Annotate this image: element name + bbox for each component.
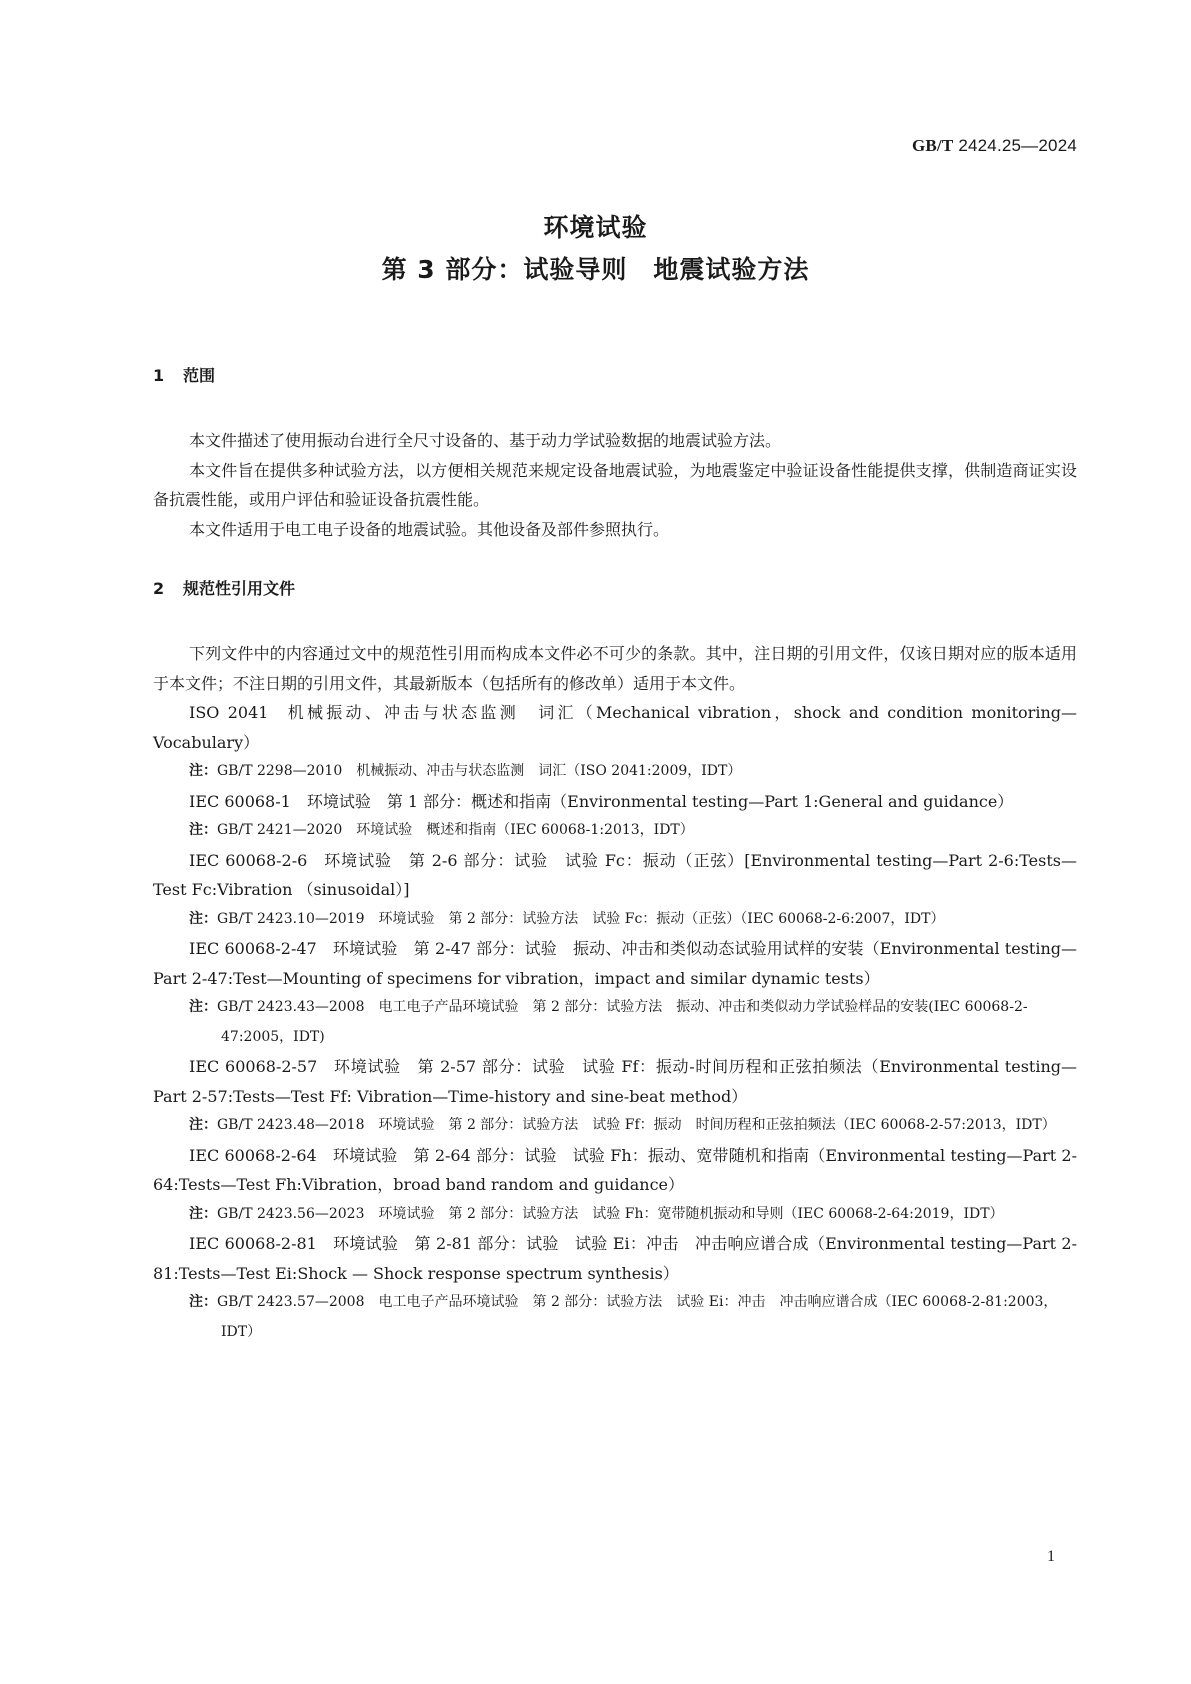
reference-title: 环境试验 第 2-47 部分：试验 振动、冲击和类似动态试验用试样的安装（Environmental testing—Part 2-47:Test—Mounting of specimens for vibration，impact and similar dynamic tests） [153,939,1078,988]
paragraph: 本文件适用于电工电子设备的地震试验。其他设备及部件参照执行。 [189,519,670,539]
section-number: 2 [153,579,165,598]
note-text: GB/T 2423.48—2018 环境试验 第 2 部分：试验方法 试验 Ff：振动 时间历程和正弦拍频法（IEC 60068-2-57:2013，IDT） [217,1117,1056,1133]
note-text: GB/T 2421—2020 环境试验 概述和指南（IEC 60068-1:2013，IDT） [217,822,694,838]
reference-title: 环境试验 第 2-81 部分：试验 试验 Ei：冲击 冲击响应谱合成（Environmental testing—Part 2-81:Tests—Test Ei:Shock — Shock response spectrum synthesis） [153,1234,1077,1283]
reference-code: IEC 60068-1 [189,791,291,811]
reference-entry [153,1141,1077,1200]
note-label: 注： [189,1117,217,1133]
reference-entry [153,1229,1077,1288]
reference-title: 环境试验 第 2-57 部分：试验 试验 Ff：振动-时间历程和正弦拍频法（Environmental testing—Part 2-57:Tests—Test Ff: Vibration—Time-history and sine-beat method） [153,1057,1077,1106]
section-title: 规范性引用文件 [183,579,296,598]
page-number: 1 [1047,1548,1055,1565]
section-heading-normative-references [153,575,1077,603]
document-subtitle: 第 3 部分：试验导则 地震试验方法 [381,255,810,284]
reference-code: IEC 60068-2-6 [189,850,308,870]
reference-note [153,993,1077,1052]
note-label: 注： [189,999,217,1015]
reference-note [153,1288,1077,1347]
reference-entry [153,1052,1077,1111]
reference-title: 机械振动、冲击与状态监测 词汇（Mechanical vibration，shock and condition monitoring—Vocabulary） [153,703,1077,752]
reference-code: IEC 60068-2-64 [189,1145,317,1165]
reference-entry [153,787,1077,817]
note-text: GB/T 2423.10—2019 环境试验 第 2 部分：试验方法 试验 Fc：振动（正弦）（IEC 60068-2-6:2007，IDT） [217,910,945,927]
note-text: GB/T 2423.43—2008 电工电子产品环境试验 第 2 部分：试验方法 振动、冲击和类似动力学试验样品的安装(IEC 60068-2-47:2005，IDT) [217,999,1028,1045]
reference-note [153,905,1077,935]
reference-entry [153,698,1077,757]
paragraph: 下列文件中的内容通过文中的规范性引用而构成本文件必不可少的条款。其中，注日期的引用文件，仅该日期对应的版本适用于本文件；不注日期的引用文件，其最新版本（包括所有的修改单）适用于本文件。 [153,644,1077,693]
reference-note [153,757,1077,787]
reference-code: ISO 2041 [189,703,269,722]
paragraph: 本文件描述了使用振动台进行全尺寸设备的、基于动力学试验数据的地震试验方法。 [189,431,782,450]
reference-code: IEC 60068-2-57 [189,1057,318,1076]
standard-number: 2424.25—2024 [958,136,1077,155]
reference-entry [153,846,1077,905]
reference-title: 环境试验 第 2-64 部分：试验 试验 Fh：振动、宽带随机和指南（Environmental testing—Part 2-64:Tests—Test Fh:Vibration，broad band random and guidance） [153,1145,1078,1194]
reference-title: 环境试验 第 1 部分：概述和指南（Environmental testing—Part 1:General and guidance） [306,791,1014,811]
note-label: 注： [189,763,217,779]
note-label: 注： [189,910,217,927]
reference-note [153,816,1077,846]
reference-code: IEC 60068-2-47 [189,939,317,958]
standard-code [912,136,1077,156]
paragraph: 本文件旨在提供多种试验方法，以方便相关规范来规定设备地震试验，为地震鉴定中验证设备性能提供支撑，供制造商证实设备抗震性能，或用户评估和验证设备抗震性能。 [153,460,1077,509]
reference-code: IEC 60068-2-81 [189,1234,317,1253]
document-title: 环境试验 [543,213,648,242]
note-label: 注： [189,1294,217,1310]
reference-note [153,1200,1077,1230]
note-text: GB/T 2423.56—2023 环境试验 第 2 部分：试验方法 试验 Fh：宽带随机振动和导则（IEC 60068-2-64:2019，IDT） [217,1205,1004,1222]
reference-entry [153,934,1077,993]
reference-title: 环境试验 第 2-6 部分：试验 试验 Fc：振动（正弦）[Environmental testing—Part 2-6:Tests—Test Fc:Vibration （sinusoidal）] [153,850,1077,899]
note-text: GB/T 2298—2010 机械振动、冲击与状态监测 词汇（ISO 2041:2009，IDT） [217,763,742,779]
standard-prefix: GB/T [911,136,954,155]
section-number: 1 [153,366,165,385]
document-body [153,362,1077,1347]
note-text: GB/T 2423.57—2008 电工电子产品环境试验 第 2 部分：试验方法 试验 Ei：冲击 冲击响应谱合成（IEC 60068-2-81:2003，IDT） [217,1294,1058,1340]
note-label: 注： [189,822,217,838]
reference-note [153,1111,1077,1141]
section-heading-scope [153,362,1077,390]
note-label: 注： [189,1205,217,1222]
section-title: 范围 [183,366,216,385]
